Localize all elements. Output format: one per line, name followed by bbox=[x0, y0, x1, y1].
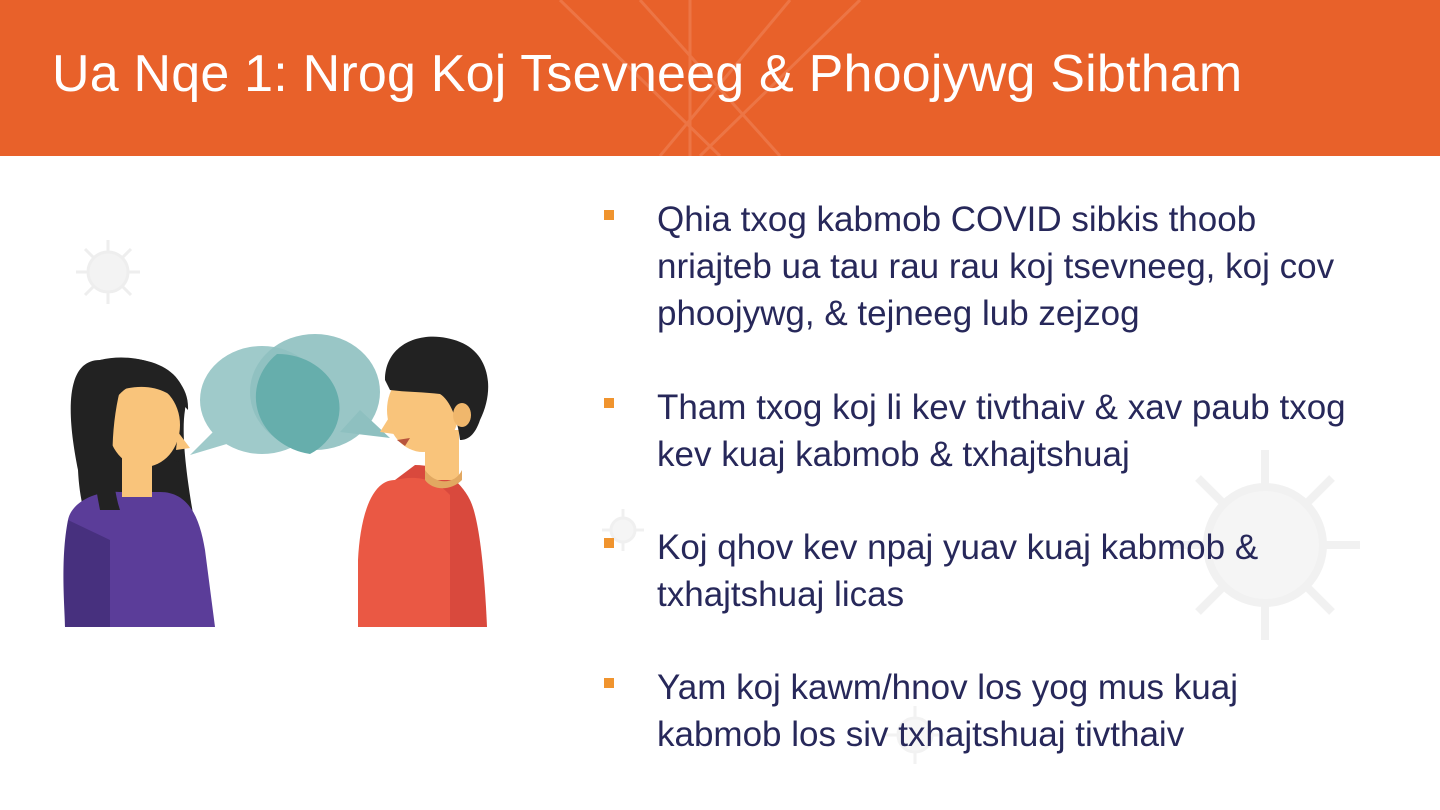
bullet-text: Yam koj kawm/hnov los yog mus kuaj kabmob los siv txhajtshuaj tivthaiv bbox=[657, 668, 1238, 754]
bullet-text: Qhia txog kabmob COVID sibkis thoob nriajteb ua tau rau rau koj tsevneeg, koj cov phoojywg, & tejneeg lub zejzog bbox=[657, 200, 1335, 333]
list-item bbox=[600, 196, 1360, 337]
bullet-text: Koj qhov kev npaj yuav kuaj kabmob & txhajtshuaj licas bbox=[657, 528, 1259, 614]
bullet-square-icon bbox=[604, 678, 614, 688]
slide-title: Ua Nqe 1: Nrog Koj Tsevneeg & Phoojywg Sibtham bbox=[52, 45, 1243, 103]
list-item bbox=[600, 524, 1360, 618]
woman-figure bbox=[63, 357, 215, 627]
conversation-illustration bbox=[40, 320, 540, 630]
list-item bbox=[600, 384, 1360, 478]
bullet-square-icon bbox=[604, 538, 614, 548]
bullet-text: Tham txog koj li kev tivthaiv & xav paub txog kev kuaj kabmob & txhajtshuaj bbox=[657, 388, 1346, 474]
slide-header bbox=[0, 0, 1440, 156]
speech-bubble-icon bbox=[190, 334, 390, 455]
bullet-square-icon bbox=[604, 210, 614, 220]
virus-icon bbox=[68, 232, 148, 312]
bullet-square-icon bbox=[604, 398, 614, 408]
list-item bbox=[600, 664, 1360, 758]
